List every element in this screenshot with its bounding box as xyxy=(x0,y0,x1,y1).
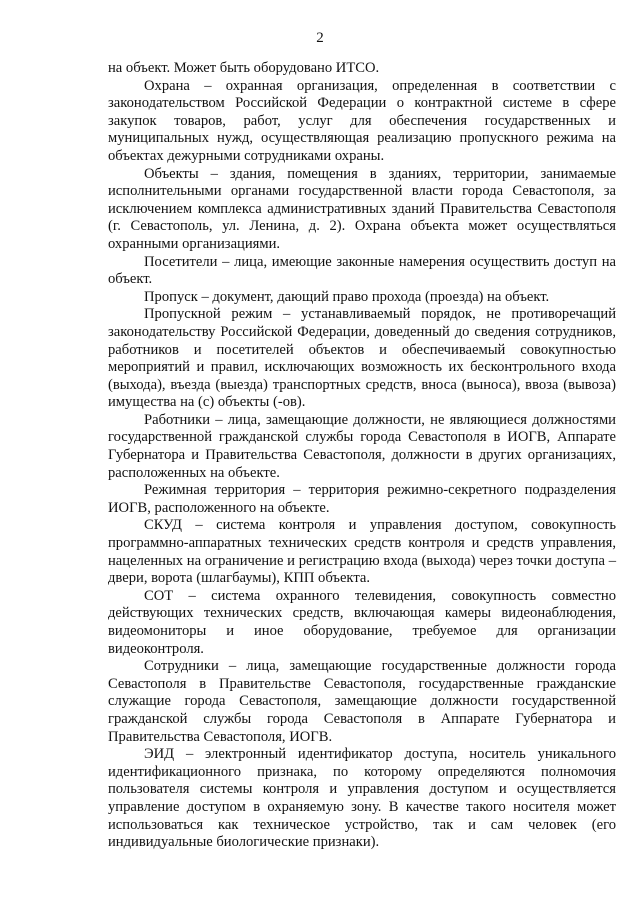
definition-posetiteli: Посетители – лица, имеющие законные намерения осуществить доступ на объект. xyxy=(108,253,616,288)
definition-sotrudniki: Сотрудники – лица, замещающие государственные должности города Севастополя в Правительстве Севастополя, государственные гражданские служащие города Севастополя, замещающие должности государственной гражданской службы города Севастополя в Аппарате Губернатора и Правительства Севастополя, ИОГВ. xyxy=(108,658,616,745)
paragraph-continuation: на объект. Может быть оборудовано ИТСО. xyxy=(108,60,380,76)
page-number: 2 xyxy=(316,30,324,46)
definition-propusknoy-rezhim: Пропускной режим – устанавливаемый порядок, не противоречащий законодательству Российской Федерации, доведенный до сведения сотрудников, работников и посетителей объектов и обеспечиваемый совокупностью мероприятий и правил, исключающих возможность их бесконтрольного входа (выхода), въезда (выезда) транспортных средств, вноса (выноса), ввоза (вывоза) имущества на (с) объекты (-ов). xyxy=(108,306,616,411)
definition-rabotniki: Работники – лица, замещающие должности, не являющиеся должностями государственной гражданской службы города Севастополя в ИОГВ, Аппарате Губернатора и Правительства Севастополя, должности в других организациях, расположенных на объекте. xyxy=(108,411,616,481)
definition-eid: ЭИД – электронный идентификатор доступа, носитель уникального идентификационного признака, по которому определяются полномочия пользователя системы контроля и управления доступом и осуществляется управление доступом в охраняемую зону. В качестве такого носителя может использоваться как техническое устройство, так и сам человек (его индивидуальные биологические признаки). xyxy=(108,746,616,851)
definition-rezhimnaya-territoriya: Режимная территория – территория режимно-секретного подразделения ИОГВ, расположенного на объекте. xyxy=(108,482,616,516)
definition-sot: СОТ – система охранного телевидения, совокупность совместно действующих технических средств, включающая камеры видеонаблюдения, видеомониторы и иное оборудование, требуемое для организации видеоконтроля. xyxy=(108,587,616,657)
definition-obekty: Объекты – здания, помещения в зданиях, территории, занимаемые исполнительными органами государственной власти города Севастополя, за исключением комплекса административных зданий Правительства Севастополя (г. Севастополь, ул. Ленина, д. 2). Охрана объекта может осуществляться охранными организациями. xyxy=(108,165,616,252)
definition-skud: СКУД – система контроля и управления доступом, совокупность программно-аппаратных технических средств контроля и средств управления, нацеленных на ограничение и регистрацию входа (выхода) через точки доступа – двери, ворота (шлагбаумы), КПП объекта. xyxy=(108,517,616,587)
document-body xyxy=(108,60,616,852)
definition-propusk: Пропуск – документ, дающий право прохода (проезда) на объект. xyxy=(144,288,550,305)
definition-ohrana: Охрана – охранная организация, определенная в соответствии с законодательством Российской Федерации о контрактной системе в сфере закупок товаров, работ, услуг для обеспечения государственных и муниципальных нужд, осуществляющая реализацию пропускного режима на объектах дежурными сотрудниками охраны. xyxy=(108,77,616,164)
